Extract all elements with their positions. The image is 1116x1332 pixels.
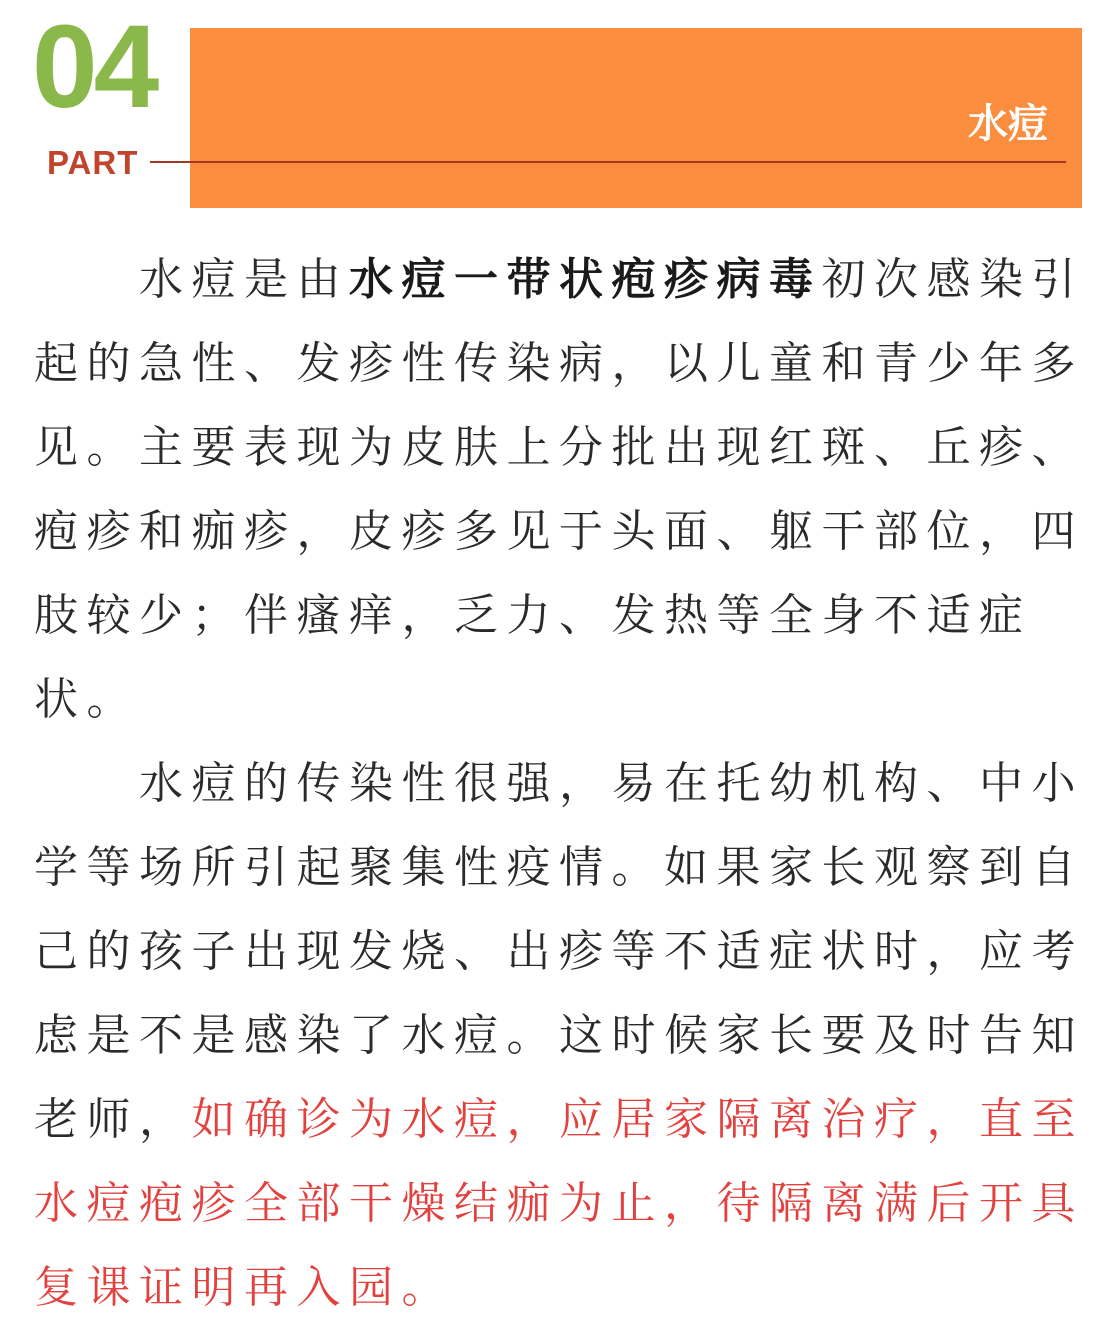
header-banner (190, 28, 1082, 208)
paragraph-2-text: 水痘的传染性很强，易在托幼机构、中小学等场所引起聚集性疫情。如果家长观察到自己的孩子出现发烧、出疹等不适症状时，应考虑是不是感染了水痘。这时候家长要及时告知老师， (34, 758, 1084, 1145)
paragraph-1-text-end: 初次感染引起的急性、发疹性传染病，以儿童和青少年多见。主要表现为皮肤上分批出现红斑、丘疹、疱疹和痂疹，皮疹多见于头面、躯干部位，四肢较少；伴瘙痒，乏力、发热等全身不适症状。 (34, 254, 1084, 725)
isolation-notice-highlight: 如确诊为水痘，应居家隔离治疗，直至水痘疱疹全部干燥结痂为止，待隔离满后开具复课证明再入园。 (34, 1094, 1084, 1313)
article-body (34, 238, 1084, 1330)
paragraph-2 (34, 742, 1084, 1330)
paragraph-1-text-start: 水痘是由 (139, 254, 349, 305)
part-divider-line (150, 161, 1066, 163)
part-label: PART (47, 144, 139, 181)
part-number: 04 (32, 1, 156, 133)
section-title: 水痘 (968, 101, 1048, 147)
virus-name-bold: 水痘一带状疱疹病毒 (349, 254, 822, 305)
paragraph-1 (34, 238, 1084, 742)
